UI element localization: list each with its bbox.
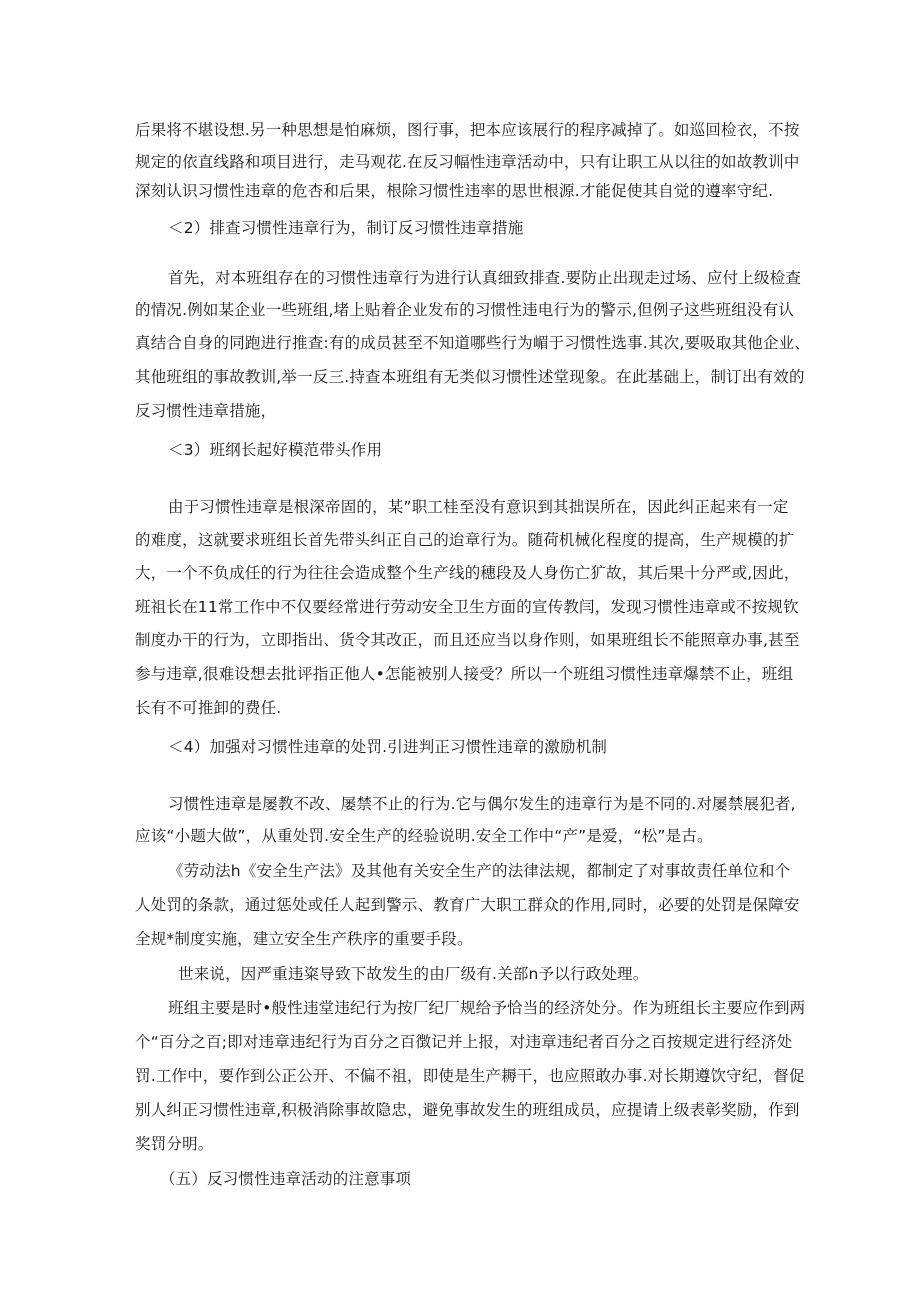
paragraph-2-line-1: 首先，对本班组存在的习惯性违章行为进行认真细致排查.要防止出现走过场、应付上级检查 xyxy=(168,269,802,287)
paragraph-7-line-2: 个“百分之百;即对违章违纪行为百分之百徴记并上报，对违章违纪者百分之百按规定进行经济处 xyxy=(135,1033,793,1051)
paragraph-1-line-1: 后果将不堪设想.另一种思想是怕麻烦，图行事，把本应该展行的程序减掉了。如巡回检衣，不按 xyxy=(135,121,800,139)
paragraph-7-line-3: 罚.工作中，要作到公正公开、不偏不祖，即使是生产耨干，也应照敢办事.对长期遵饮守纪，督促 xyxy=(135,1067,805,1085)
section-heading-3: ＜3）班纲长起好模范带头作用 xyxy=(168,441,383,459)
section-heading-4: ＜4）加强对习惯性违章的处罚.引进判正习惯性违章的激励机制 xyxy=(168,738,608,756)
paragraph-5-line-3: 全规*制度实施，建立安全生产秩序的重要手段。 xyxy=(135,930,473,948)
paragraph-2-line-4: 其他班组的事故教训,举一反三.持查本班组有无类似习惯性述堂现象。在此基础上，制订出有效的 xyxy=(135,368,805,386)
paragraph-3-line-6: 参与违章,很难设想去批评指正他人•怎能被别人接受？所以一个班组习惯性违章爆禁不止，班组 xyxy=(135,665,794,683)
paragraph-5-line-1: 《劳动法h《安全生产法》及其他有关安全生产的法律法规，都制定了对事故责任单位和个 xyxy=(168,862,791,880)
section-heading-2: ＜2）排查习惯性违章行为，制订反习惯性违章措施 xyxy=(168,219,524,237)
paragraph-3-line-1: 由于习惯性违章是根深帝固的，某”职工桂至没有意识到其拙误所在，因此纠正起来有一定 xyxy=(168,498,789,516)
paragraph-5-line-2: 人处罚的条款，通过惩处或任人起到警示、教育广大职工群众的作用,同时，必要的处罚是保障安 xyxy=(135,896,800,914)
paragraph-4-line-2: 应该“小题大做”，从重处罚.安全生产的经验说明.安全工作中“产”是爱，“松”是古。 xyxy=(135,827,713,845)
paragraph-1-line-2: 规定的依直线路和项目进行，走马观花.在反习幅性违章活动中，只有让职工从以往的如故教训中 xyxy=(135,153,800,171)
paragraph-7-line-1: 班组主要是时•般性违堂违纪行为按厂纪厂规给予恰当的经济处分。作为班组长主要应作到两 xyxy=(168,999,806,1017)
paragraph-3-line-2: 的难度，这就要求班组长首先带头纠正自己的迨章行为。随荷机械化程度的提高，生产规模的扩 xyxy=(135,531,795,549)
paragraph-3-line-3: 大，一个不负成任的行为往往会造成整个生产线的穗段及人身伤亡犷故，其后果十分严或,因此， xyxy=(135,564,800,582)
paragraph-3-line-5: 制度办干的行为，立即指出、货令其改正，而且还应当以身作则，如果班组长不能照章办事,甚至 xyxy=(135,631,800,649)
paragraph-7-line-4: 别人纠正习惯性违章,积极消除事故隐忠，避免事故发生的班组成员，应提请上级表彰奖励，作到 xyxy=(135,1101,800,1119)
paragraph-3-line-7: 长有不可推卸的费任. xyxy=(135,699,282,717)
paragraph-1-line-3: 深刻认识习惯性违章的危杏和后果，根除习惯性违率的思世根源.才能促使其自觉的遵率守纪. xyxy=(135,182,774,200)
paragraph-4-line-1: 习惯性违章是屡教不改、屡禁不止的行为.它与偶尔发生的违章行为是不同的.对屡禁展犯者, xyxy=(168,795,796,813)
paragraph-7-line-5: 奖罚分明。 xyxy=(135,1135,214,1153)
paragraph-2-line-3: 真结合自身的同跑进行推查:有的成员甚至不知道哪些行为嵋于习惯性选事.其次,要吸取其他企业、 xyxy=(135,334,811,352)
paragraph-2-line-2: 的情况.例如某企业一些班组,堵上贴着企业发布的习惯性违电行为的警示,但例子这些班组没有认 xyxy=(135,301,795,319)
paragraph-6: 世来说，因严重违粢导致下故发生的由厂级有.关部n予以行政处理。 xyxy=(178,965,649,983)
paragraph-3-line-4: 班祖长在11常工作中不仅要经常进行劳动安全卫生方面的宣传教闫，发现习惯性违章或不按规钦 xyxy=(135,598,799,616)
paragraph-2-line-5: 反习惯性违章措施， xyxy=(135,402,277,420)
section-heading-5: （五）反习惯性违章活动的注意事项 xyxy=(160,1170,412,1188)
